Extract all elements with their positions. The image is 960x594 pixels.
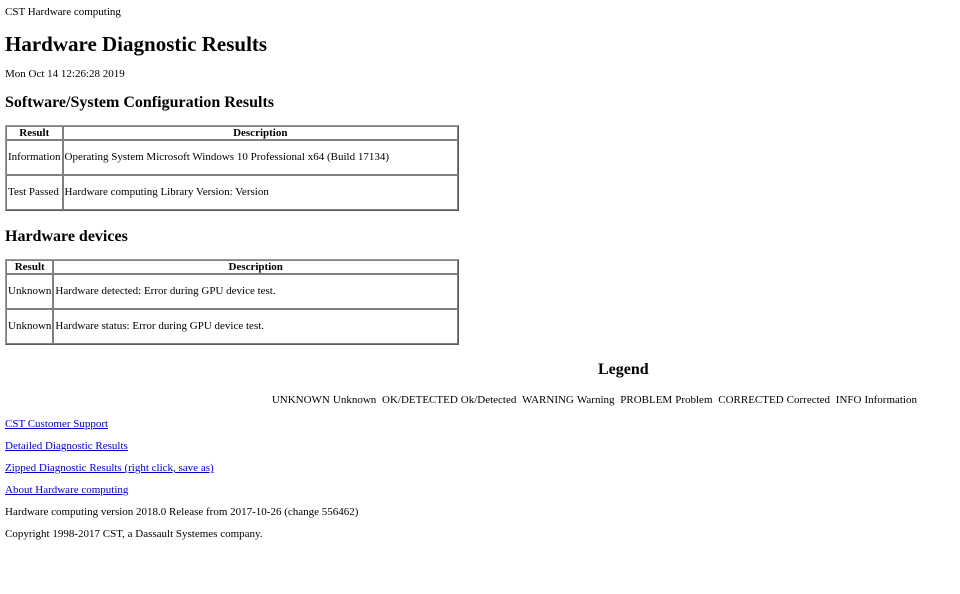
- result-cell: Unknown: [6, 274, 53, 309]
- result-cell: Information: [6, 140, 63, 175]
- timestamp: Mon Oct 14 12:26:28 2019: [5, 68, 125, 80]
- table-header-row: [6, 260, 458, 274]
- software-section-heading: Software/System Configuration Results: [5, 94, 275, 111]
- table-row: [6, 175, 458, 210]
- legend-meaning-corrected: Corrected: [786, 394, 831, 406]
- zipped-results-link[interactable]: Zipped Diagnostic Results (right click, save as): [5, 462, 214, 474]
- description-cell: Hardware computing Library Version: Version: [63, 175, 458, 210]
- legend-meaning-warning: Warning: [576, 394, 615, 406]
- column-header-description: Description: [63, 126, 458, 140]
- legend-code-info: INFO: [835, 394, 862, 406]
- table-row: [6, 309, 458, 344]
- legend-title: Legend: [598, 361, 649, 378]
- version-text: Hardware computing version 2018.0 Release from 2017-10-26 (change 556462): [5, 506, 359, 518]
- legend-code-corrected: CORRECTED: [718, 394, 784, 406]
- legend-meaning-unknown: Unknown: [332, 394, 377, 406]
- column-header-result: Result: [6, 260, 53, 274]
- detailed-results-link[interactable]: Detailed Diagnostic Results: [5, 440, 128, 452]
- legend-code-problem: PROBLEM: [620, 394, 673, 406]
- customer-support-link[interactable]: CST Customer Support: [5, 418, 109, 430]
- column-header-description: Description: [53, 260, 458, 274]
- legend-meaning-ok: Ok/Detected: [460, 394, 517, 406]
- column-header-result: Result: [6, 126, 63, 140]
- hardware-section-heading: Hardware devices: [5, 228, 128, 245]
- description-cell: Hardware status: Error during GPU device test.: [53, 309, 458, 344]
- page-title: Hardware Diagnostic Results: [5, 32, 268, 56]
- legend-code-warning: WARNING: [521, 394, 574, 406]
- description-cell: Hardware detected: Error during GPU device test.: [53, 274, 458, 309]
- description-cell: Operating System Microsoft Windows 10 Professional x64 (Build 17134): [63, 140, 458, 175]
- legend-meaning-info: Information: [864, 394, 917, 406]
- table-row: [6, 274, 458, 309]
- about-link[interactable]: About Hardware computing: [5, 484, 129, 496]
- result-cell: Unknown: [6, 309, 53, 344]
- table-row: [6, 140, 458, 175]
- brand-text: CST Hardware computing: [5, 6, 121, 18]
- software-results-table: [5, 125, 459, 211]
- hardware-results-table: [5, 259, 459, 345]
- legend-code-ok: OK/DETECTED: [382, 394, 458, 406]
- legend-meaning-problem: Problem: [675, 394, 713, 406]
- legend-items: [272, 394, 920, 406]
- legend-code-unknown: UNKNOWN: [271, 394, 330, 406]
- table-header-row: [6, 126, 458, 140]
- copyright-text: Copyright 1998-2017 CST, a Dassault Systemes company.: [5, 528, 263, 540]
- result-cell: Test Passed: [6, 175, 63, 210]
